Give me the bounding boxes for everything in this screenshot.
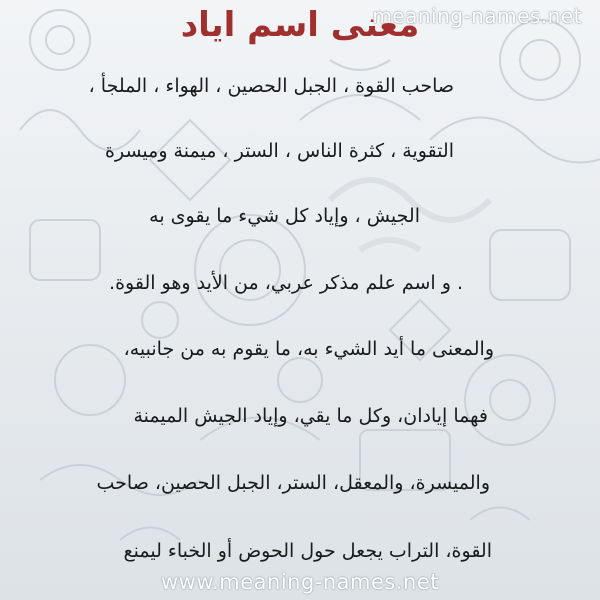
meaning-line-2: التقوية ، كثرة الناس ، الستر ، ميمنة وميسرة [105, 140, 454, 162]
top-watermark: meaning-names.net [372, 4, 582, 28]
meaning-line-1: صاحب القوة ، الجبل الحصين ، الهواء ، الملجأ ، [88, 75, 454, 97]
page-title: معنى اسم اياد [180, 5, 420, 45]
meaning-line-6: فهما إيادان، وكل ما يقي، وإياد الجيش الميمنة [133, 405, 488, 427]
meaning-line-7: والميسرة، والمعقل، الستر، الجبل الحصين، صاحب [96, 472, 490, 494]
meaning-line-3: الجيش ، وإياد كل شيء ما يقوى به [149, 205, 420, 227]
meaning-line-8: القوة، التراب يجعل حول الحوض أو الخباء ليمنع [123, 540, 492, 562]
meaning-line-4: . و اسم علم مذكر عربي، من الأيد وهو القوة. [109, 272, 463, 294]
meaning-line-5: والمعنى ما أيد الشيء به، ما يقوم به من جانبيه، [123, 338, 494, 360]
bottom-watermark: www.meaning-names.net [160, 570, 439, 594]
